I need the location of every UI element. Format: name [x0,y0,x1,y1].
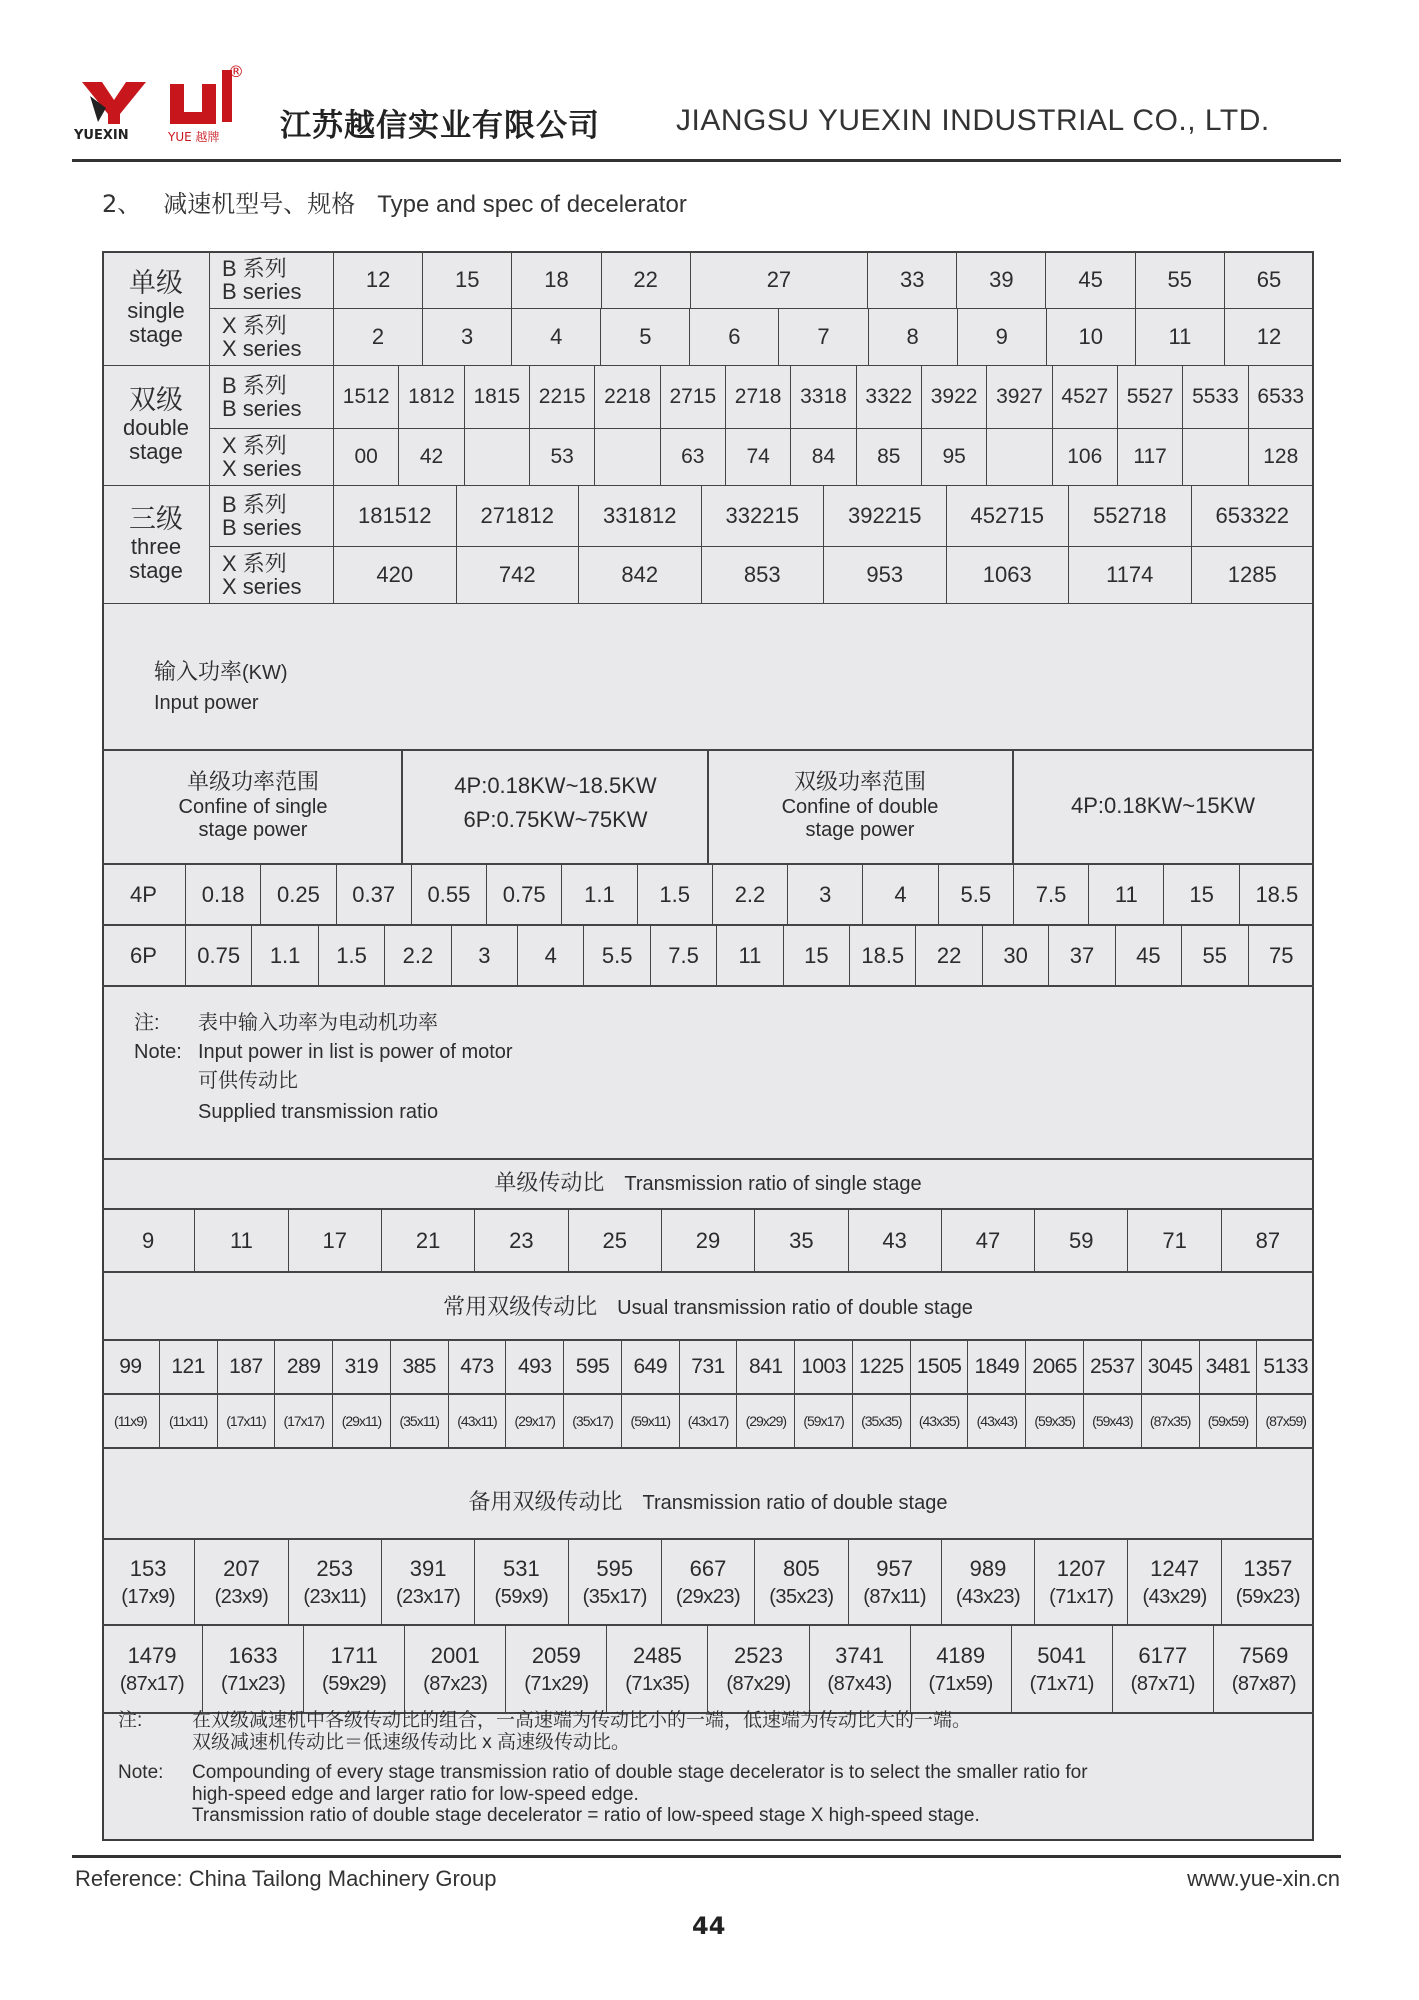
usual-double-combo-cell: (17x17) [274,1395,332,1447]
spare-double-title: 备用双级传动比 Transmission ratio of double stage [468,1489,948,1514]
power-6p-cell: 55 [1181,926,1247,986]
usual-double-cell: 841 [736,1341,794,1393]
power-6p-cell: 1.5 [318,926,384,986]
spare-ratio-cell-ratio: 595 [596,1555,634,1581]
spare-ratio-cell [288,1540,381,1624]
single-x-cell: 4 [511,309,600,365]
double-x-cell: 85 [856,429,921,485]
single-stage-table [102,251,1314,604]
spare-ratio-cell-combo: (59x29) [322,1672,387,1695]
usual-double-cell: 2537 [1083,1341,1141,1393]
double-b-cell: 2215 [529,366,594,428]
spare-ratio-cell-ratio: 2059 [531,1642,581,1668]
divider [102,985,1314,987]
spare-ratio-cell-combo: (87x43) [827,1672,892,1695]
spare-ratio-cell-combo: (29x23) [675,1585,741,1608]
spare-ratio-cell-ratio: 391 [409,1555,447,1581]
single-b-cell: 39 [956,252,1045,308]
spare-ratio-cell-combo: (71x35) [625,1672,690,1695]
double-b-cell: 1815 [464,366,529,428]
x-series-label: X 系列 X series [210,429,334,486]
usual-double-cell: 99 [119,1355,142,1378]
spare-ratio-cell-combo: (23x17) [395,1585,461,1608]
section-number: 2、 [102,190,142,218]
usual-double-combo-cell: (87x35) [1141,1395,1199,1447]
power-6p-cell: 37 [1048,926,1114,986]
registered-mark: ® [228,62,244,81]
spare-ratio-cell [754,1540,847,1624]
single-ratio-row [102,1210,1314,1272]
spare-ratio-cell [474,1540,567,1624]
section-title-cn: 减速机型号、规格 [163,190,356,218]
usual-double-cell: 3045 [1141,1341,1199,1393]
divider [102,1158,1314,1160]
spare-ratio-cell-combo: (71x71) [1029,1672,1094,1695]
spare-ratio-cell [1213,1626,1314,1712]
spare-ratio-cell [381,1540,474,1624]
spare-ratio-cell [568,1540,661,1624]
single-ratio-cell: 17 [288,1210,381,1272]
double-x-cell [986,429,1051,485]
single-b-cell: 15 [422,252,511,308]
note-input-power: 注: 表中输入功率为电动机功率 Note: Input power in list is power of motor 可供传动比 Supplied transmission ratio [134,1012,513,1123]
single-stage-label: 单级 single stage [103,252,210,366]
spare-ratio-cell [102,1626,202,1712]
power-6p-cell: 22 [915,926,981,986]
power-4p-cell: 1.1 [561,865,636,925]
power-4p-cell: 0.25 [260,865,335,925]
power-6p-cell: 30 [982,926,1048,986]
usual-double-values [102,1341,1314,1393]
spare-ratio-cell-ratio: 7569 [1239,1642,1289,1668]
spare-ratio-cell [809,1626,910,1712]
single-ratio-cell: 87 [1221,1210,1314,1272]
double-x-row [334,429,1314,486]
double-x-cell: 128 [1248,429,1313,485]
spare-ratio-cell [1034,1540,1127,1624]
power-4p-cell: 4 [862,865,937,925]
single-x-cell: 10 [1046,309,1135,365]
company-name-cn: 江苏越信实业有限公司 [280,108,600,144]
power-4p-cell: 11 [1088,865,1163,925]
spare-ratio-cell-combo: (71x23) [220,1672,286,1695]
divider [102,1447,1314,1449]
double-x-cell: 74 [725,429,790,485]
spare-ratio-cell-combo: (87x23) [423,1672,488,1695]
double-x-cell: 95 [921,429,986,485]
three-x-cell: 953 [823,547,946,603]
single-ratio-cell: 71 [1127,1210,1220,1272]
double-x-cell: 00 [354,445,378,468]
usual-double-cell: 595 [563,1341,621,1393]
usual-double-combo-cell: (59x11) [621,1395,679,1447]
power-4p-cell: 3 [787,865,862,925]
spare-ratio-cell-combo: (87x87) [1231,1672,1297,1695]
double-x-cell: 53 [529,429,594,485]
spare-ratio-cell-ratio: 531 [503,1555,540,1581]
spare-ratio-cell-combo: (87x71) [1130,1672,1195,1695]
three-b-cell: 181512 [358,503,432,528]
spare-ratio-cell [202,1626,303,1712]
usual-double-cell: 1225 [852,1341,910,1393]
single-b-cell: 65 [1224,252,1313,308]
usual-double-combo-cell: (29x17) [505,1395,563,1447]
double-b-cell: 3927 [986,366,1051,428]
spare-ratio-cell-ratio: 207 [223,1555,260,1581]
single-x-cell: 11 [1135,309,1224,365]
divider [102,1271,1314,1273]
spare-ratio-cell-combo: (23x11) [303,1585,367,1608]
single-b-cell: 55 [1135,252,1224,308]
double-b-cell: 2718 [725,366,790,428]
x-series-label: X 系列 X series [210,547,334,604]
double-b-cell: 3322 [856,366,921,428]
single-b-cell: 12 [365,267,391,292]
single-b-cell: 33 [867,252,956,308]
three-x-row [334,547,1314,604]
double-b-cell: 5527 [1117,366,1182,428]
three-b-cell: 392215 [823,486,946,546]
power-6p-cell: 5.5 [583,926,649,986]
usual-double-combo-cell: (11x11) [159,1395,217,1447]
spare-ratio-cell [910,1626,1011,1712]
single-b-cell: 18 [511,252,600,308]
three-x-cell: 742 [456,547,579,603]
usual-double-combo-cell: (35x11) [390,1395,448,1447]
footer-rule [72,1855,1341,1858]
page-number: 44 [692,1912,726,1940]
usual-double-combo-cell: (17x11) [217,1395,275,1447]
spare-ratio-cell-ratio: 1357 [1243,1555,1293,1581]
spare-ratio-cell [505,1626,606,1712]
single-ratio-cell: 9 [142,1228,155,1253]
usual-double-combo-cell: (59x35) [1025,1395,1083,1447]
usual-double-cell: 493 [505,1341,563,1393]
spare-ratio-cell-ratio: 5041 [1037,1642,1087,1668]
power-4p-row [102,865,1314,925]
power-6p-row [102,926,1314,986]
spare-ratio-cell [848,1540,941,1624]
three-x-cell: 420 [376,562,414,587]
spare-ratio-cell-ratio: 805 [782,1555,820,1581]
power-4p-cell: 0.55 [411,865,486,925]
usual-double-combo-cell: (29x29) [736,1395,794,1447]
single-x-cell: 9 [957,309,1046,365]
single-ratio-cell: 21 [381,1210,474,1272]
double-b-cell: 5533 [1182,366,1247,428]
spare-ratio-cell-combo: (17x9) [121,1585,175,1608]
double-b-cell: 1812 [398,366,463,428]
usual-double-cell: 473 [448,1341,506,1393]
single-x-cell: 6 [689,309,778,365]
spare-ratio-cell [303,1626,404,1712]
spare-ratio-cell-combo: (71x29) [524,1672,589,1695]
spare-ratio-cell-ratio: 2523 [734,1642,783,1668]
double-x-cell [594,429,659,485]
usual-double-combo-cell: (87x59) [1256,1395,1314,1447]
spare-ratio-cell-ratio: 253 [316,1555,354,1581]
single-b-cell: 45 [1045,252,1134,308]
spare-ratio-cell [404,1626,505,1712]
spare-ratio-cell [707,1626,808,1712]
spare-ratio-cell-ratio: 4189 [936,1642,986,1668]
usual-double-cell: 731 [679,1341,737,1393]
section-title-en: Type and spec of decelerator [377,191,687,218]
double-x-cell [464,429,529,485]
single-ratio-cell: 29 [661,1210,754,1272]
usual-double-combo-cell: (59x59) [1199,1395,1257,1447]
double-stage-label: 双级 double stage [103,366,210,486]
spare-ratio-cell [1221,1540,1314,1624]
usual-double-combo-cell: (43x43) [967,1395,1025,1447]
spare-ratio-cell-combo: (35x17) [582,1585,647,1608]
double-x-cell: 63 [660,429,725,485]
single-x-cell: 8 [868,309,957,365]
spare-ratio-cell [194,1540,287,1624]
double-b-cell: 4527 [1052,366,1117,428]
single-ratio-cell: 43 [848,1210,941,1272]
power-6p-cell: 3 [451,926,517,986]
spare-ratio-cell-ratio: 1633 [228,1642,278,1668]
confine-single-values: 4P:0.18KW~18.5KW 6P:0.75KW~75KW [454,773,657,832]
usual-double-combo-cell: (11x9) [114,1413,147,1429]
power-4p-cell: 15 [1163,865,1238,925]
power-6p-cell: 0.75 [197,943,241,968]
double-x-cell: 117 [1117,429,1182,485]
double-b-cell: 3318 [790,366,855,428]
three-x-cell: 1174 [1068,547,1191,603]
spare-ratio-cell-ratio: 1711 [330,1642,378,1668]
double-x-cell: 84 [790,429,855,485]
note-compounding: 注: 在双级减速机中各级传动比的组合，一高速端为传动比小的一端，低速端为传动比大的一端。 双级减速机传动比＝低速级传动比 x 高速级传动比。 Note: Compounding of every stage transmission ratio of double stage decelerator is to select the smaller ratio for high-speed edge and larger ratio for low-speed edge. Transmission ratio of double stage decelerator = ratio of low-speed stage X high-speed stage. [118,1710,1088,1827]
spare-ratio-cell [1011,1626,1112,1712]
spare-ratio-cell-ratio: 1479 [127,1642,177,1668]
usual-double-combo-cell: (43x11) [448,1395,506,1447]
single-b-row [334,252,1314,309]
three-b-cell: 331812 [578,486,701,546]
power-6p-cell: 7.5 [650,926,716,986]
single-x-cell: 5 [600,309,689,365]
power-6p-cell: 18.5 [849,926,915,986]
spare-ratio-cell [102,1540,194,1624]
double-b-cell: 2715 [660,366,725,428]
spare-ratio-cell-combo: (43x29) [1142,1585,1207,1608]
spare-ratio-cell-combo: (59x9) [494,1585,549,1608]
spare-ratio-cell-ratio: 3741 [835,1642,885,1668]
logo-text-yuexin: YUEXIN [74,128,129,143]
spare-double-row2 [102,1626,1314,1712]
x-series-label: X 系列 X series [210,309,334,366]
spare-ratio-cell-ratio: 957 [876,1555,914,1581]
single-ratio-cell: 35 [754,1210,847,1272]
three-x-cell: 842 [578,547,701,603]
usual-double-combo-cell: (59x43) [1083,1395,1141,1447]
spare-ratio-cell-ratio: 667 [689,1555,727,1581]
power-6p-cell: 4 [517,926,583,986]
single-x-cell: 3 [422,309,511,365]
double-b-cell: 6533 [1248,366,1313,428]
usual-double-title: 常用双级传动比 Usual transmission ratio of double stage [443,1294,973,1319]
usual-double-cell: 319 [332,1341,390,1393]
power-6p-cell: 11 [716,926,782,986]
input-power-label: 输入功率(KW) Input power [154,659,288,714]
double-x-cell: 106 [1052,429,1117,485]
usual-double-cell: 121 [159,1341,217,1393]
spare-ratio-cell [941,1540,1034,1624]
header-rule [72,159,1341,162]
power-4p-cell: 0.75 [486,865,561,925]
three-x-cell: 1063 [946,547,1069,603]
usual-double-combos [102,1395,1314,1447]
power-6p-cell: 45 [1115,926,1181,986]
spare-ratio-cell-combo: (59x23) [1235,1585,1301,1608]
spare-double-row1 [102,1540,1314,1624]
section-title [102,184,709,219]
double-b-cell: 1512 [342,385,390,408]
single-b-cell: 27 [690,252,867,308]
spare-ratio-cell-combo: (87x17) [119,1672,185,1695]
three-b-cell: 452715 [946,486,1069,546]
company-name-en: JIANGSU YUEXIN INDUSTRIAL CO., LTD. [676,104,1270,137]
three-stage-label: 三级 three stage [103,486,210,604]
usual-double-cell: 1849 [967,1341,1025,1393]
power-4p-cell: 1.5 [637,865,712,925]
double-x-cell [1182,429,1247,485]
three-b-row [334,486,1314,547]
power-4p-cell: 2.2 [712,865,787,925]
three-x-cell: 1285 [1191,547,1314,603]
spare-ratio-cell-ratio: 6177 [1138,1642,1188,1668]
spare-ratio-cell [606,1626,707,1712]
power-4p-cell: 5.5 [938,865,1013,925]
single-x-cell: 7 [778,309,867,365]
spare-ratio-cell-combo: (35x23) [769,1585,834,1608]
spare-ratio-cell-ratio: 2001 [430,1642,480,1668]
confine-double-values: 4P:0.18KW~15KW [1070,793,1256,818]
spare-ratio-cell-ratio: 989 [969,1555,1007,1581]
spare-ratio-cell-combo: (87x11) [863,1585,927,1608]
single-x-row [334,309,1314,366]
double-b-row [334,366,1314,429]
single-ratio-cell: 59 [1034,1210,1127,1272]
usual-double-cell: 3481 [1199,1341,1257,1393]
b-series-label: B 系列 B series [210,252,334,309]
confine-single-label: 单级功率范围 Confine of single stage power [178,770,328,841]
power-6p-label: 6P [102,926,186,986]
usual-double-cell: 649 [621,1341,679,1393]
spare-ratio-cell-combo: (71x17) [1049,1585,1114,1608]
double-b-cell: 3922 [921,366,986,428]
footer-website: www.yue-xin.cn [1187,1866,1340,1891]
usual-double-cell: 2065 [1025,1341,1083,1393]
usual-double-combo-cell: (43x17) [679,1395,737,1447]
usual-double-cell: 289 [274,1341,332,1393]
single-ratio-cell: 47 [941,1210,1034,1272]
spare-ratio-cell-ratio: 1207 [1056,1555,1106,1581]
usual-double-cell: 187 [217,1341,275,1393]
usual-double-cell: 1003 [794,1341,852,1393]
power-4p-cell: 0.37 [336,865,411,925]
single-x-cell: 2 [371,324,385,349]
three-b-cell: 271812 [456,486,579,546]
three-b-cell: 552718 [1068,486,1191,546]
usual-double-combo-cell: (35x17) [563,1395,621,1447]
single-ratio-cell: 23 [474,1210,567,1272]
power-6p-cell: 75 [1248,926,1314,986]
single-ratio-cell: 11 [194,1210,287,1272]
power-6p-cell: 1.1 [251,926,317,986]
spare-ratio-cell-combo: (87x29) [726,1672,791,1695]
single-b-cell: 22 [601,252,690,308]
spare-ratio-cell [661,1540,754,1624]
spare-ratio-cell-ratio: 1247 [1150,1555,1200,1581]
single-ratio-title: 单级传动比 Transmission ratio of single stage [494,1170,922,1195]
power-4p-label: 4P [102,865,186,925]
three-b-cell: 653322 [1191,486,1314,546]
spare-ratio-cell [1112,1626,1213,1712]
usual-double-combo-cell: (59x17) [794,1395,852,1447]
confine-double-label: 双级功率范围 Confine of double stage power [781,770,939,841]
b-series-label: B 系列 B series [210,486,334,547]
usual-double-cell: 385 [390,1341,448,1393]
logo-text-yuepai: YUE 越牌 [168,130,220,144]
spare-ratio-cell-ratio: 153 [129,1555,167,1581]
double-x-cell: 42 [398,429,463,485]
usual-double-cell: 5133 [1256,1341,1314,1393]
spare-ratio-cell-ratio: 2485 [632,1642,682,1668]
power-4p-cell: 18.5 [1239,865,1314,925]
b-series-label: B 系列 B series [210,366,334,429]
three-x-cell: 853 [701,547,824,603]
three-b-cell: 332215 [701,486,824,546]
spare-ratio-cell [1127,1540,1220,1624]
usual-double-cell: 1505 [910,1341,968,1393]
single-x-cell: 12 [1224,309,1313,365]
power-6p-cell: 2.2 [384,926,450,986]
spare-ratio-cell-combo: (43x23) [955,1585,1021,1608]
usual-double-combo-cell: (35x35) [852,1395,910,1447]
power-4p-cell: 7.5 [1013,865,1088,925]
double-b-cell: 2218 [594,366,659,428]
spare-ratio-cell-combo: (23x9) [214,1585,269,1608]
power-6p-cell: 15 [783,926,849,986]
power-4p-cell: 0.18 [201,882,245,907]
single-ratio-cell: 25 [568,1210,661,1272]
footer-reference: Reference: China Tailong Machinery Group [75,1866,497,1891]
spare-ratio-cell-combo: (71x59) [928,1672,993,1695]
usual-double-combo-cell: (29x11) [332,1395,390,1447]
usual-double-combo-cell: (43x35) [910,1395,968,1447]
